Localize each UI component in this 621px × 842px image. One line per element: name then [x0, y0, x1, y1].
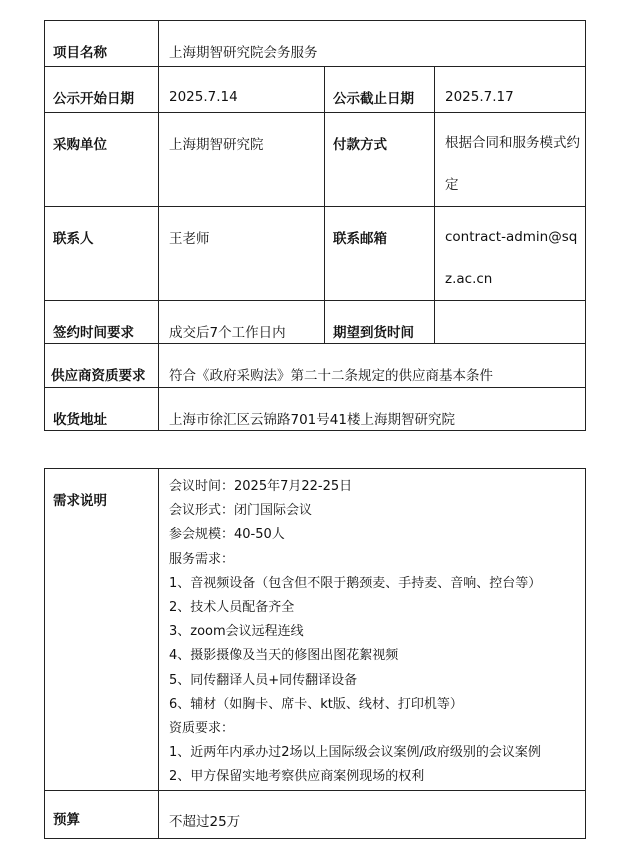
purchaser-value: 上海期智研究院 — [159, 113, 325, 207]
sign-time-value: 成交后7个工作日内 — [159, 301, 325, 344]
qualification-value: 符合《政府采购法》第二十二条规定的供应商基本条件 — [159, 344, 586, 388]
table-row — [45, 113, 586, 207]
table-row — [45, 344, 586, 388]
requirement-line: 资质要求： — [169, 721, 235, 737]
table-row — [45, 67, 586, 113]
project-name-label: 项目名称 — [45, 21, 159, 67]
purchaser-label: 采购单位 — [45, 113, 159, 207]
requirement-line: 会议形式：闭门国际会议 — [169, 503, 313, 519]
table-row — [45, 207, 586, 301]
table-row — [45, 21, 586, 67]
delivery-time-label: 期望到货时间 — [325, 301, 435, 344]
requirement-line: 服务需求： — [169, 551, 235, 567]
start-date-label: 公示开始日期 — [45, 67, 159, 113]
contact-label: 联系人 — [45, 207, 159, 301]
table-row — [45, 469, 586, 791]
payment-value: 根据合同和服务模式约定 — [445, 135, 580, 193]
address-label: 收货地址 — [45, 388, 159, 431]
end-date-label: 公示截止日期 — [325, 67, 435, 113]
requirement-line: 5、同传翻译人员+同传翻译设备 — [169, 672, 358, 688]
requirement-line: 2、甲方保留实地考察供应商案例现场的权利 — [169, 769, 425, 785]
requirement-line: 6、辅材（如胸卡、席卡、kt版、线材、打印机等） — [169, 696, 463, 712]
budget-label: 预算 — [45, 790, 159, 838]
qualification-label: 供应商资质要求 — [45, 344, 159, 388]
requirements-list — [159, 469, 586, 791]
table-row — [45, 790, 586, 838]
end-date-value: 2025.7.17 — [435, 67, 586, 113]
requirement-line: 4、摄影摄像及当天的修图出图花絮视频 — [169, 648, 399, 664]
email-label: 联系邮箱 — [325, 207, 435, 301]
requirement-line: 1、近两年内承办过2场以上国际级会议案例/政府级别的会议案例 — [169, 745, 541, 761]
address-value: 上海市徐汇区云锦路701号41楼上海期智研究院 — [159, 388, 586, 431]
start-date-value: 2025.7.14 — [159, 67, 325, 113]
procurement-info-table — [44, 20, 586, 431]
requirements-table — [44, 468, 586, 839]
requirement-line: 2、技术人员配备齐全 — [169, 600, 295, 616]
requirements-label: 需求说明 — [45, 469, 159, 791]
payment-label: 付款方式 — [325, 113, 435, 207]
requirement-line: 会议时间：2025年7月22-25日 — [169, 479, 353, 494]
email-cell — [435, 207, 586, 301]
payment-cell — [435, 113, 586, 207]
email-value: contract-admin@sqz.ac.cn — [445, 229, 578, 287]
contact-value: 王老师 — [159, 207, 325, 301]
requirement-line: 1、音视频设备（包含但不限于鹅颈麦、手持麦、音响、控台等） — [169, 575, 542, 591]
table-row — [45, 301, 586, 344]
sign-time-label: 签约时间要求 — [45, 301, 159, 344]
delivery-time-value — [435, 301, 586, 344]
requirement-line: 参会规模：40-50人 — [169, 527, 285, 543]
table-row — [45, 388, 586, 431]
budget-value: 不超过25万 — [159, 790, 586, 838]
project-name-value: 上海期智研究院会务服务 — [159, 21, 586, 67]
requirement-line: 3、zoom会议远程连线 — [169, 624, 304, 640]
